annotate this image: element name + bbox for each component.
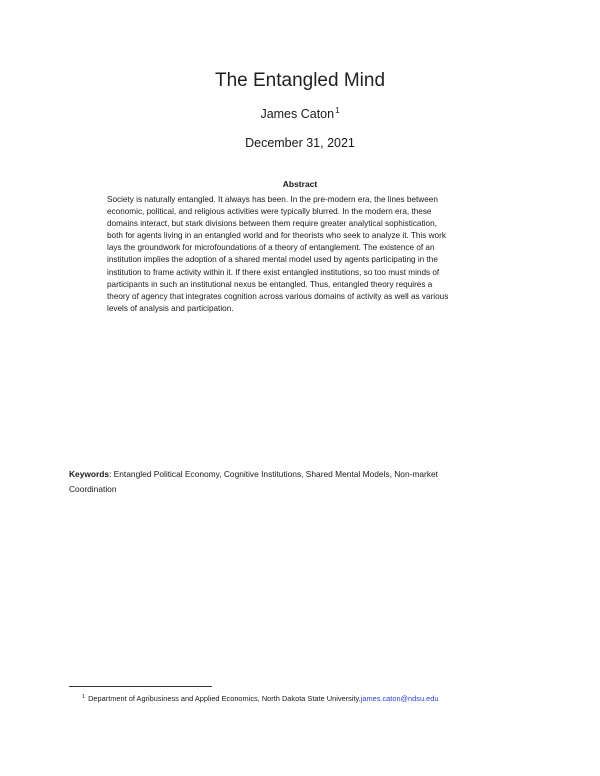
- abstract-line: Society is naturally entangled. It always has been. In the pre-modern era, the lines between: [107, 195, 438, 204]
- abstract-line: economic, political, and religious activities were typically blurred. In the modern era, these: [107, 207, 432, 217]
- keywords-line: [69, 467, 539, 482]
- footnote-divider: [69, 686, 212, 687]
- keywords: [69, 467, 539, 496]
- abstract-line: institution to frame activity within it. If there exist entangled institutions, so too must minds of: [107, 267, 440, 277]
- paper-date: December 31, 2021: [245, 136, 355, 150]
- abstract-line: participants in such an institutional nexus be entangled. Thus, entangled theory requires a: [107, 279, 433, 289]
- abstract-line: domains interact, but stark divisions between them require greater analytical sophistication,: [107, 219, 437, 229]
- author-line: [0, 107, 600, 121]
- author-footnote-mark[interactable]: 1: [335, 105, 340, 115]
- footnote-email-link[interactable]: james.caton@ndsu.edu: [360, 694, 439, 703]
- footnote-text: Department of Agribusiness and Applied Economics, North Dakota State University.: [88, 694, 361, 703]
- abstract-line: institution implies the adoption of a shared mental model used by agents participating in the: [107, 255, 438, 265]
- abstract-body: [107, 194, 521, 315]
- author-name: James Caton: [260, 107, 335, 121]
- abstract-line: levels of analysis and participation.: [107, 303, 234, 313]
- footnote: [82, 694, 552, 704]
- abstract-line: theory of agency that integrates cognition across various domains of activity as well as various: [107, 291, 449, 301]
- keywords-text: : Entangled Political Economy, Cognitive Institutions, Shared Mental Models, Non-market: [109, 469, 438, 479]
- paper-title: The Entangled Mind: [214, 70, 386, 91]
- keywords-line-2: Coordination: [69, 483, 117, 494]
- abstract-line: both for agents living in an entangled world and for theorists who seek to analyze it. This work: [107, 231, 446, 241]
- keywords-label: Keywords: [69, 469, 110, 479]
- abstract-heading: Abstract: [282, 179, 318, 189]
- abstract-line: lays the groundwork for microfoundations of a theory of entanglement. The existence of an: [107, 243, 435, 253]
- footnote-mark: 1: [82, 693, 86, 700]
